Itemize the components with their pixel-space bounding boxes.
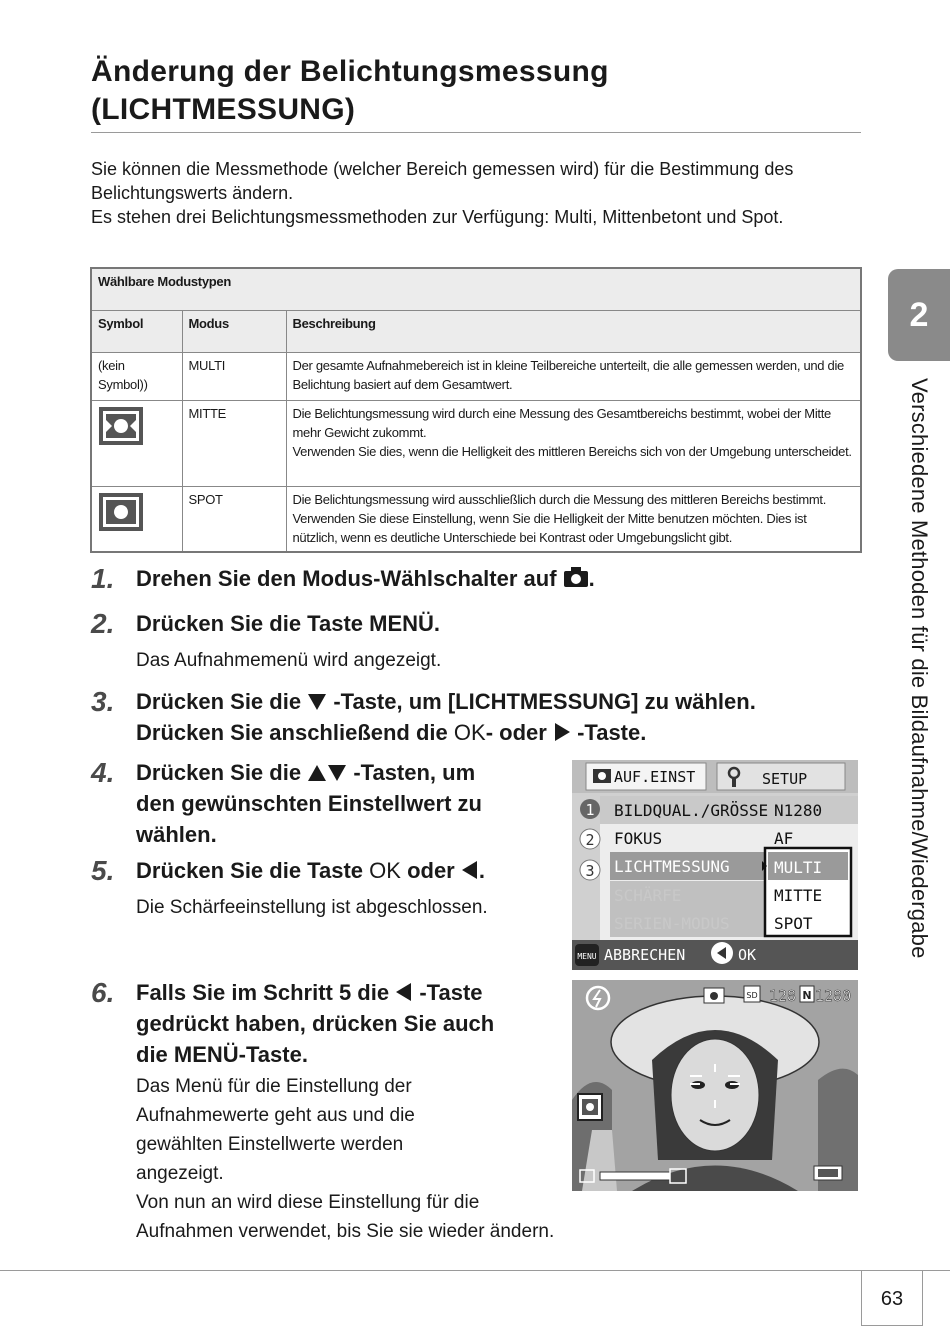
ok-label: OK (738, 946, 757, 964)
description-line: angezeigt. (136, 1163, 224, 1184)
step-text: Drücken Sie die (136, 689, 302, 714)
tab-shoot: AUF.EINST (614, 768, 696, 786)
step-4 (91, 757, 561, 849)
table-caption: Wählbare Modustypen (91, 268, 861, 310)
mode-cell: MITTE (182, 400, 286, 486)
page-number-3: 3 (585, 862, 595, 880)
footer-rule (0, 1270, 950, 1271)
menu-item-label: BILDQUAL./GRÖSSE (614, 801, 769, 820)
center-weighted-icon (98, 406, 144, 446)
step-6 (91, 977, 651, 1242)
intro-paragraph-2: Es stehen drei Belichtungsmessmethoden zur Verfügung: Multi, Mittenbetont und Spot. (91, 207, 784, 227)
step-heading (136, 855, 485, 886)
step-text: -Taste. (577, 720, 647, 745)
page-number: 63 (861, 1270, 923, 1326)
step-heading-end: . (588, 566, 595, 591)
left-arrow-icon (461, 860, 479, 880)
step-heading (136, 686, 756, 748)
step-text: die MENÜ-Taste. (136, 1042, 308, 1067)
page-title (91, 53, 861, 129)
step-5 (91, 855, 561, 925)
description-line: Verwenden Sie diese Einstellung, wenn Sie die Helligkeit der Mitte benutzen möchten. Dies ist nützlich, wenn es deutliche Unterschiede bei Kontrast oder Umgebungslicht gibt. (292, 510, 807, 545)
description-line: Von nun an wird diese Einstellung für die (136, 1192, 480, 1213)
step-3 (91, 686, 871, 752)
step-text: wählen. (136, 822, 217, 847)
description-line: Die Belichtungsmessung wird durch eine Messung des Gesamtbereichs bestimmt, wobei der Mitte mehr Gewicht zukommt. (292, 405, 831, 440)
step-heading: Drücken Sie die Taste MENÜ. (136, 611, 441, 636)
col-header-symbol: Symbol (91, 310, 182, 352)
option-value: MITTE (774, 886, 823, 905)
title-line-1: Änderung der Belichtungsmessung (91, 55, 609, 88)
option-value: SPOT (774, 914, 813, 933)
step-text: den gewünschten Einstellwert zu (136, 791, 482, 816)
step-number: 1. (91, 563, 115, 594)
step-2 (91, 608, 871, 678)
step-text: oder (407, 858, 455, 883)
remaining-shots: 128 (769, 987, 797, 1005)
step-text: -Taste, um [LICHTMESSUNG] zu wählen. (333, 689, 756, 714)
symbol-cell: (kein Symbol)) (91, 352, 182, 400)
step-number: 3. (91, 686, 115, 717)
step-number: 4. (91, 757, 115, 788)
tab-setup: SETUP (762, 770, 808, 788)
mode-cell: SPOT (182, 486, 286, 552)
table-row (91, 400, 861, 486)
step-text: -Taste (419, 980, 483, 1005)
down-arrow-icon (307, 693, 327, 711)
step-text: - oder (485, 720, 547, 745)
right-arrow-icon (553, 722, 571, 742)
step-heading (136, 977, 494, 1070)
sd-card-label: SD (746, 991, 758, 1000)
intro-text (91, 157, 866, 229)
title-line-2: (LICHTMESSUNG) (91, 93, 356, 126)
quality-badge: N (802, 989, 812, 1002)
page-number-2: 2 (585, 831, 595, 849)
step-text: Falls Sie im Schritt 5 die (136, 980, 390, 1005)
title-rule (91, 132, 861, 133)
description-line: Die Belichtungsmessung wird ausschließlich durch die Messung des mittleren Bereichs bestimmt. (292, 491, 827, 507)
step-description: Die Schärfeeinstellung ist abgeschlossen. (136, 897, 488, 918)
chapter-title: Verschiedene Methoden für die Bildaufnahme/Wiedergabe (907, 378, 932, 959)
spot-icon (98, 492, 144, 532)
menu-item-label: FOKUS (614, 829, 663, 848)
table-row (91, 352, 861, 400)
left-arrow-icon (395, 982, 413, 1002)
description-cell (286, 400, 861, 486)
metering-modes-table (90, 267, 862, 553)
step-1 (91, 563, 871, 599)
page-number-1: 1 (585, 801, 595, 819)
step-heading (136, 563, 595, 594)
step-text: . (478, 858, 485, 883)
menu-button-label: MENU (577, 952, 597, 961)
symbol-cell (91, 400, 182, 486)
step-number: 2. (91, 608, 115, 639)
step-description (136, 1072, 554, 1246)
step-number: 6. (91, 977, 115, 1008)
description-cell: Der gesamte Aufnahmebereich ist in kleine Teilbereiche unterteilt, die alle gemessen werden, und die Belichtung basiert auf dem Gesamtwert. (286, 352, 861, 400)
step-text: Drücken Sie die Taste (136, 858, 364, 883)
ok-button-label: OK (453, 720, 486, 745)
mode-cell: MULTI (182, 352, 286, 400)
chapter-tab: 2 (888, 269, 950, 361)
ok-button-label: OK (369, 858, 401, 883)
description-line: Verwenden Sie dies, wenn die Helligkeit des mittleren Bereichs sich von der Umgebung unterscheidet. (292, 443, 852, 459)
step-heading (136, 757, 482, 850)
step-heading-text: Drehen Sie den Modus-Wählschalter auf (136, 566, 557, 591)
symbol-cell (91, 486, 182, 552)
description-line: gewählten Einstellwerte werden (136, 1134, 404, 1155)
camera-icon (593, 769, 611, 783)
menu-item-value: AF (774, 829, 794, 848)
table-row (91, 486, 861, 552)
col-header-mode: Modus (182, 310, 286, 352)
image-size: 1280 (815, 987, 852, 1005)
description-line: Das Menü für die Einstellung der (136, 1076, 412, 1097)
step-text: gedrückt haben, drücken Sie auch (136, 1011, 495, 1036)
description-cell (286, 486, 861, 552)
camera-menu-screenshot (572, 760, 858, 970)
description-line: Aufnahmen verwendet, bis Sie sie wieder ändern. (136, 1221, 555, 1242)
camera-icon (563, 566, 589, 588)
intro-paragraph-1: Sie können die Messmethode (welcher Bereich gemessen wird) für die Bestimmung des Belichtungswerts ändern. (91, 159, 794, 203)
step-description: Das Aufnahmemenü wird angezeigt. (136, 650, 442, 671)
menu-item-label: LICHTMESSUNG (614, 857, 730, 876)
step-text: Drücken Sie die (136, 760, 302, 785)
option-value: MULTI (774, 858, 823, 877)
col-header-description: Beschreibung (286, 310, 861, 352)
cancel-label: ABBRECHEN (604, 946, 686, 964)
up-down-arrows-icon (307, 764, 347, 782)
menu-item-value: N1280 (774, 801, 823, 820)
step-number: 5. (91, 855, 115, 886)
live-view-screenshot (572, 980, 858, 1191)
step-text: -Tasten, um (353, 760, 476, 785)
step-text: Drücken Sie anschließend die (136, 720, 448, 745)
description-line: Aufnahmewerte geht aus und die (136, 1105, 415, 1126)
